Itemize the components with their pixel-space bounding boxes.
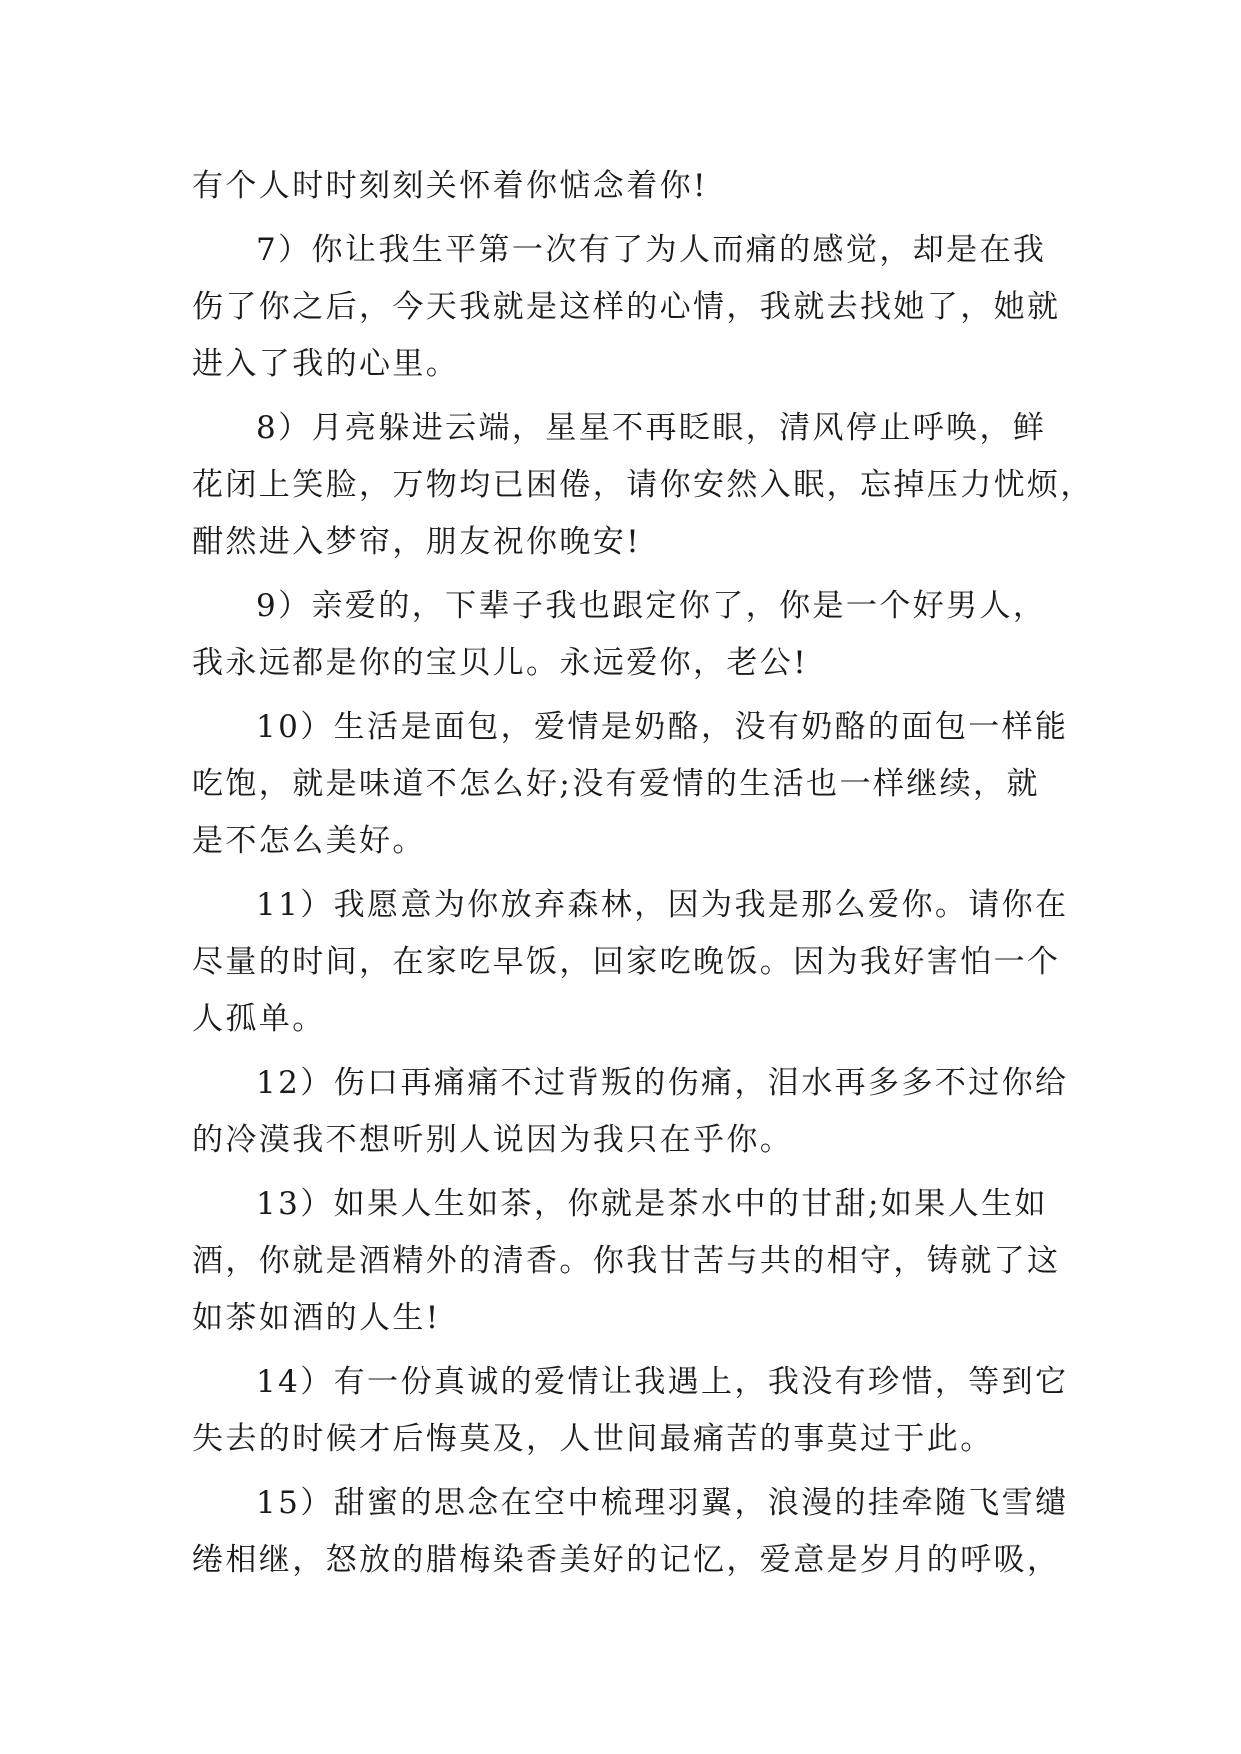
text-line: 8）月亮躲进云端，星星不再眨眼，清风停止呼唤，鲜 (256, 410, 1047, 446)
text-line: 有个人时时刻刻关怀着你惦念着你! (192, 168, 708, 204)
paragraph-13 (192, 1176, 1062, 1347)
text-line: 的冷漠我不想听别人说因为我只在乎你。 (192, 1122, 794, 1158)
text-line: 酣然进入梦帘，朋友祝你晚安! (192, 524, 642, 560)
paragraph-6-continuation (192, 158, 1062, 215)
text-line: 吃饱，就是味道不怎么好;没有爱情的生活也一样继续，就 (192, 766, 1040, 802)
text-line: 酒，你就是酒精外的清香。你我甘苦与共的相守，铸就了这 (192, 1243, 1061, 1279)
paragraph-9 (192, 578, 1062, 692)
document-body (192, 158, 1094, 1589)
paragraph-15 (192, 1475, 1069, 1589)
text-line: 13）如果人生如茶，你就是茶水中的甘甜;如果人生如 (256, 1186, 1048, 1222)
text-line: 绻相继，怒放的腊梅染香美好的记忆，爱意是岁月的呼吸， (192, 1542, 1061, 1578)
paragraph-7 (192, 222, 1062, 393)
text-line: 12）伤口再痛痛不过背叛的伤痛，泪水再多多不过你给 (256, 1065, 1069, 1101)
text-line: 人孤单。 (192, 1001, 326, 1037)
text-line: 我永远都是你的宝贝儿。永远爱你，老公! (192, 645, 809, 681)
text-line: 7）你让我生平第一次有了为人而痛的感觉，却是在我 (256, 232, 1047, 268)
text-line: 10）生活是面包，爱情是奶酪，没有奶酪的面包一样能 (256, 709, 1069, 745)
paragraph-12 (192, 1055, 1069, 1169)
text-line: 失去的时候才后悔莫及，人世间最痛苦的事莫过于此。 (192, 1421, 994, 1457)
text-line: 如茶如酒的人生! (192, 1300, 441, 1336)
text-line: 9）亲爱的，下辈子我也跟定你了，你是一个好男人， (256, 588, 1047, 624)
text-line: 花闭上笑脸，万物均已困倦，请你安然入眠，忘掉压力忧烦， (192, 467, 1094, 503)
paragraph-14 (192, 1354, 1069, 1468)
text-line: 伤了你之后，今天我就是这样的心情，我就去找她了，她就 (192, 289, 1061, 325)
text-line: 11）我愿意为你放弃森林，因为我是那么爱你。请你在 (256, 887, 1069, 923)
text-line: 15）甜蜜的思念在空中梳理羽翼，浪漫的挂牵随飞雪缱 (256, 1485, 1069, 1521)
paragraph-10 (192, 699, 1069, 870)
text-line: 是不怎么美好。 (192, 823, 426, 859)
paragraph-8 (192, 400, 1094, 571)
text-line: 尽量的时间，在家吃早饭，回家吃晚饭。因为我好害怕一个 (192, 944, 1061, 980)
text-line: 进入了我的心里。 (192, 346, 460, 382)
text-line: 14）有一份真诚的爱情让我遇上，我没有珍惜，等到它 (256, 1364, 1069, 1400)
paragraph-11 (192, 877, 1069, 1048)
